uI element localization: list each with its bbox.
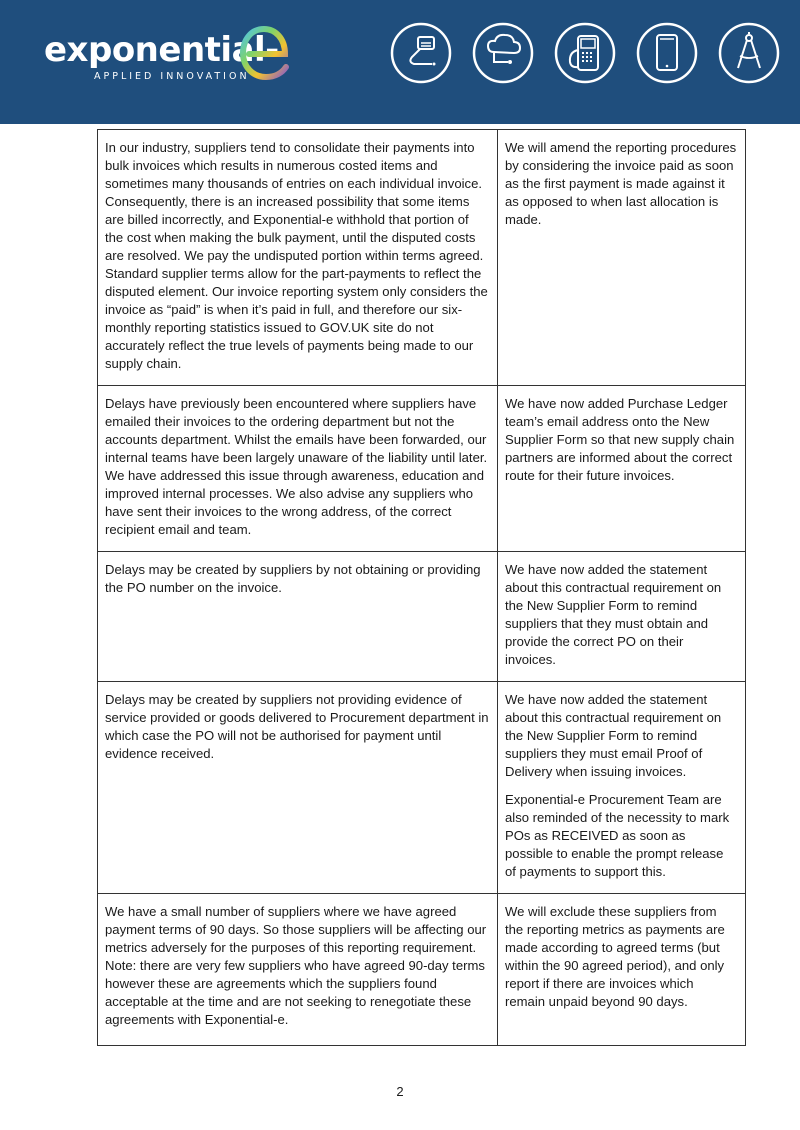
action-text: We will amend the reporting procedures by considering the invoice paid as soon as the first payment is made against it as opposed to when last allocation is made. xyxy=(505,140,737,227)
issue-text: Delays may be created by suppliers not providing evidence of service provided or goods delivered to Procurement department in which case the PO will not be authorised for payment until evidence received. xyxy=(105,692,489,761)
action-text: We will exclude these suppliers from the reporting metrics as payments are made according to agreed terms (but within the 90 agreed period), and only report if there are invoices which remain unpaid beyond 90 days. xyxy=(505,904,725,1009)
actions-table xyxy=(97,129,746,1046)
logo-tagline: APPLIED INNOVATION xyxy=(94,71,250,82)
action-text: Exponential-e Procurement Team are also reminded of the necessity to mark POs as RECEIVED as soon as possible to enable the prompt release of payments to support this. xyxy=(505,792,730,879)
issue-cell xyxy=(98,386,498,552)
page-number: 2 xyxy=(396,1084,404,1099)
issue-cell xyxy=(98,894,498,1046)
issue-text: Delays may be created by suppliers by not obtaining or providing the PO number on the invoice. xyxy=(105,562,481,595)
table-row xyxy=(98,386,746,552)
action-cell xyxy=(498,894,746,1046)
table-row xyxy=(98,552,746,682)
table-row xyxy=(98,130,746,386)
action-text: We have now added the statement about this contractual requirement on the New Supplier Form to remind suppliers that they must obtain and provide the correct PO on their invoices. xyxy=(505,562,722,667)
action-text: We have now added Purchase Ledger team’s email address onto the New Supplier Form so that new supply chain partners are informed about the correct route for their future invoices. xyxy=(505,396,735,483)
page-header xyxy=(0,0,800,124)
issue-cell xyxy=(98,130,498,386)
service-icons xyxy=(390,22,780,88)
action-cell xyxy=(498,386,746,552)
issue-cell xyxy=(98,682,498,894)
action-cell xyxy=(498,682,746,894)
compass-icon xyxy=(718,22,780,84)
phone-device-icon xyxy=(554,22,616,84)
issue-text: In our industry, suppliers tend to consolidate their payments into bulk invoices which results in numerous costed items and sometimes many thousands of entries on each individual invoice. Consequently, there is an increased possibility that some items are billed incorrectly, and Exponential-e withhold that portion of the cost when making the bulk payment, until the disputed costs are resolved. We pay the undisputed portion within terms agreed. Standard supplier terms allow for the part-payments to reflect the disputed element. Our invoice reporting system only considers the invoice as “paid” is when it’s paid in full, and therefore our six-monthly reporting statistics issued to GOV.UK site do not accurately reflect the true levels of payments being made to our supply chain. xyxy=(105,140,488,371)
table-row xyxy=(98,682,746,894)
issue-text: We have a small number of suppliers where we have agreed payment terms of 90 days. So those suppliers will be affecting our metrics adversely for the purposes of this reporting requirement. Note: there are very few suppliers who have agreed 90-day terms however these are agreements which the suppliers found acceptable at the time and are not seeking to renegotiate these agreements with Exponential-e. xyxy=(105,904,487,1027)
action-text: We have now added the statement about this contractual requirement on the New Supplier Form to remind suppliers they must email Proof of Delivery when issuing invoices. xyxy=(505,692,722,779)
logo-wordmark: exponential- xyxy=(44,30,279,70)
cloud-network-icon xyxy=(472,22,534,84)
action-cell xyxy=(498,552,746,682)
tablet-icon xyxy=(636,22,698,84)
action-cell xyxy=(498,130,746,386)
table-row xyxy=(98,894,746,1046)
issue-cell xyxy=(98,552,498,682)
issue-text: Delays have previously been encountered where suppliers have emailed their invoices to the ordering department but not the accounts department. Whilst the emails have been forwarded, our internal teams have been largely unaware of the liability until later. We have addressed this issue through awareness, education and improved internal processes. We also advise any suppliers who have sent their invoices to the wrong address, of the correct recipient email and team. xyxy=(105,396,488,537)
ethernet-cable-icon xyxy=(390,22,452,84)
company-logo xyxy=(44,30,294,90)
